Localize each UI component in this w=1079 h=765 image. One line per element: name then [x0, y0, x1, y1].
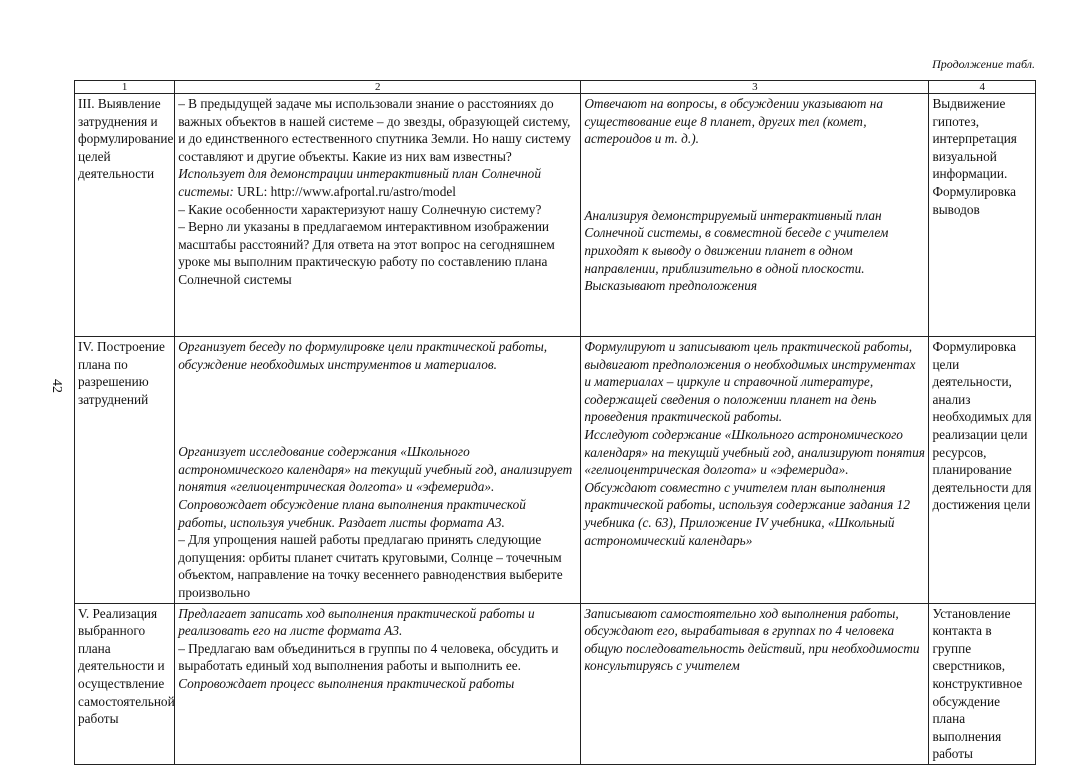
stage-cell: [75, 337, 175, 604]
table-row: [75, 337, 1036, 604]
continuation-label: Продолжение табл.: [932, 57, 1035, 71]
students-text: Записывают самостоятельно ход выполнения работы, обсуждают его, вырабатывая в группах по 4 человека общую последовательность действий, при необходимости консультируясь с учителем: [584, 605, 920, 674]
students-cell: [581, 94, 929, 337]
teacher-text: – Верно ли указаны в предлагаемом интерактивном изображении масштабы расстояний? Для ответа на этот вопрос на сегодняшнем уроке мы выполним практическую работу по составлению плана Солнечной системы: [178, 219, 555, 287]
teacher-text: Организует беседу по формулировке цели практической работы, обсуждение необходимых инструментов и материалов.: [178, 339, 548, 372]
teacher-text: Организует исследование содержания «Школьного астрономического календаря» на текущий учебный год, анализирует понятия «гелиоцентрическая долгота» и «эфемерида».: [178, 444, 573, 495]
teacher-text: – В предыдущей задаче мы использовали знание о расстояниях до важных объектов в нашей системе – до звезды, образующей систему, и до единственного естественного спутника Земли. Но нашу систему составляют и другие объекты. Какие из них вам известны?: [178, 96, 571, 164]
teacher-text: Сопровождает обсуждение плана выполнения практической работы, используя учебник. Раздает листы формата А3.: [178, 496, 526, 530]
result-text: Установление контакта в группе сверстников, конструктивное обсуждение плана выполнения работы: [932, 605, 1023, 762]
table-row: [75, 94, 1036, 337]
table-row: [75, 603, 1036, 764]
result-cell: [929, 94, 1036, 337]
stage-cell: [75, 603, 175, 764]
stage-text: IV. Построение плана по разрешению затруднений: [78, 339, 165, 407]
stage-text: III. Выявление затруднения и формулирование целей деятельности: [78, 96, 174, 182]
teacher-text: Сопровождает процесс выполнения практической работы: [178, 675, 515, 691]
students-text: Обсуждают совместно с учителем план выполнения практической работы, используя содержание задания 12 учебника (с. 63), Приложение IV учебника, «Школьный астрономический календарь»: [584, 479, 910, 548]
column-number: 1: [75, 81, 175, 94]
students-cell: [581, 603, 929, 764]
students-text: Исследуют содержание «Школьного астрономического календаря» на текущий учебный год, анализируют понятия «гелиоцентрическая долгота» и «эфемерида».: [584, 426, 925, 478]
stage-text: V. Реализация выбранного плана деятельности и осуществление самостоятельной работы: [78, 605, 175, 727]
result-cell: [929, 603, 1036, 764]
students-cell: [581, 337, 929, 604]
students-text: Отвечают на вопросы, в обсуждении указывают на существование еще 8 планет, других тел (комет, астероидов и т. д.).: [584, 96, 883, 147]
page-number: 42: [49, 379, 64, 393]
teacher-text: – Для упрощения нашей работы предлагаю принять следующие допущения: орбиты планет считать круговыми, Солнце – точечным объектом, направление на точку весеннего равноденствия выберите произвольно: [178, 532, 563, 600]
students-text: Формулируют и записывают цель практической работы, выдвигают предположения о необходимых инструментах и материалах – циркуле и справочной литературе, содержащей сведения о положении планет на день проведения практической работы.: [584, 339, 916, 425]
teacher-text: – Предлагаю вам объединиться в группы по 4 человека, обсудить и выработать единый ход выполнения работы и выполнить ее.: [178, 640, 559, 674]
header-row: [75, 81, 1036, 94]
teacher-cell: [175, 94, 581, 337]
result-text: Выдвижение гипотез, интерпретация визуальной информации. Формулировка выводов: [932, 96, 1017, 217]
result-cell: [929, 337, 1036, 604]
students-text: Анализируя демонстрируемый интерактивный план Солнечной системы, в совместной беседе с учителем приходят к выводу о движении планет в одном направлении, приблизительно в одной плоскости. Высказывают предположения: [584, 207, 889, 294]
teacher-text: – Какие особенности характеризуют нашу Солнечную систему?: [178, 201, 542, 217]
teacher-cell: [175, 337, 581, 604]
teacher-text: Предлагает записать ход выполнения практической работы и реализовать его на листе формата А3.: [178, 605, 535, 639]
lesson-table: [74, 80, 1036, 765]
teacher-url: URL: http://www.afportal.ru/astro/model: [233, 183, 456, 199]
column-number: 2: [175, 81, 581, 94]
column-number: 3: [581, 81, 929, 94]
column-number: 4: [929, 81, 1036, 94]
teacher-text: Использует для демонстрации интерактивный план Солнечной системы:: [178, 166, 541, 199]
teacher-cell: [175, 603, 581, 764]
stage-cell: [75, 94, 175, 337]
result-text: Формулировка цели деятельности, анализ необходимых для реализации цели ресурсов, планирование деятельности для достижения цели: [932, 339, 1032, 513]
